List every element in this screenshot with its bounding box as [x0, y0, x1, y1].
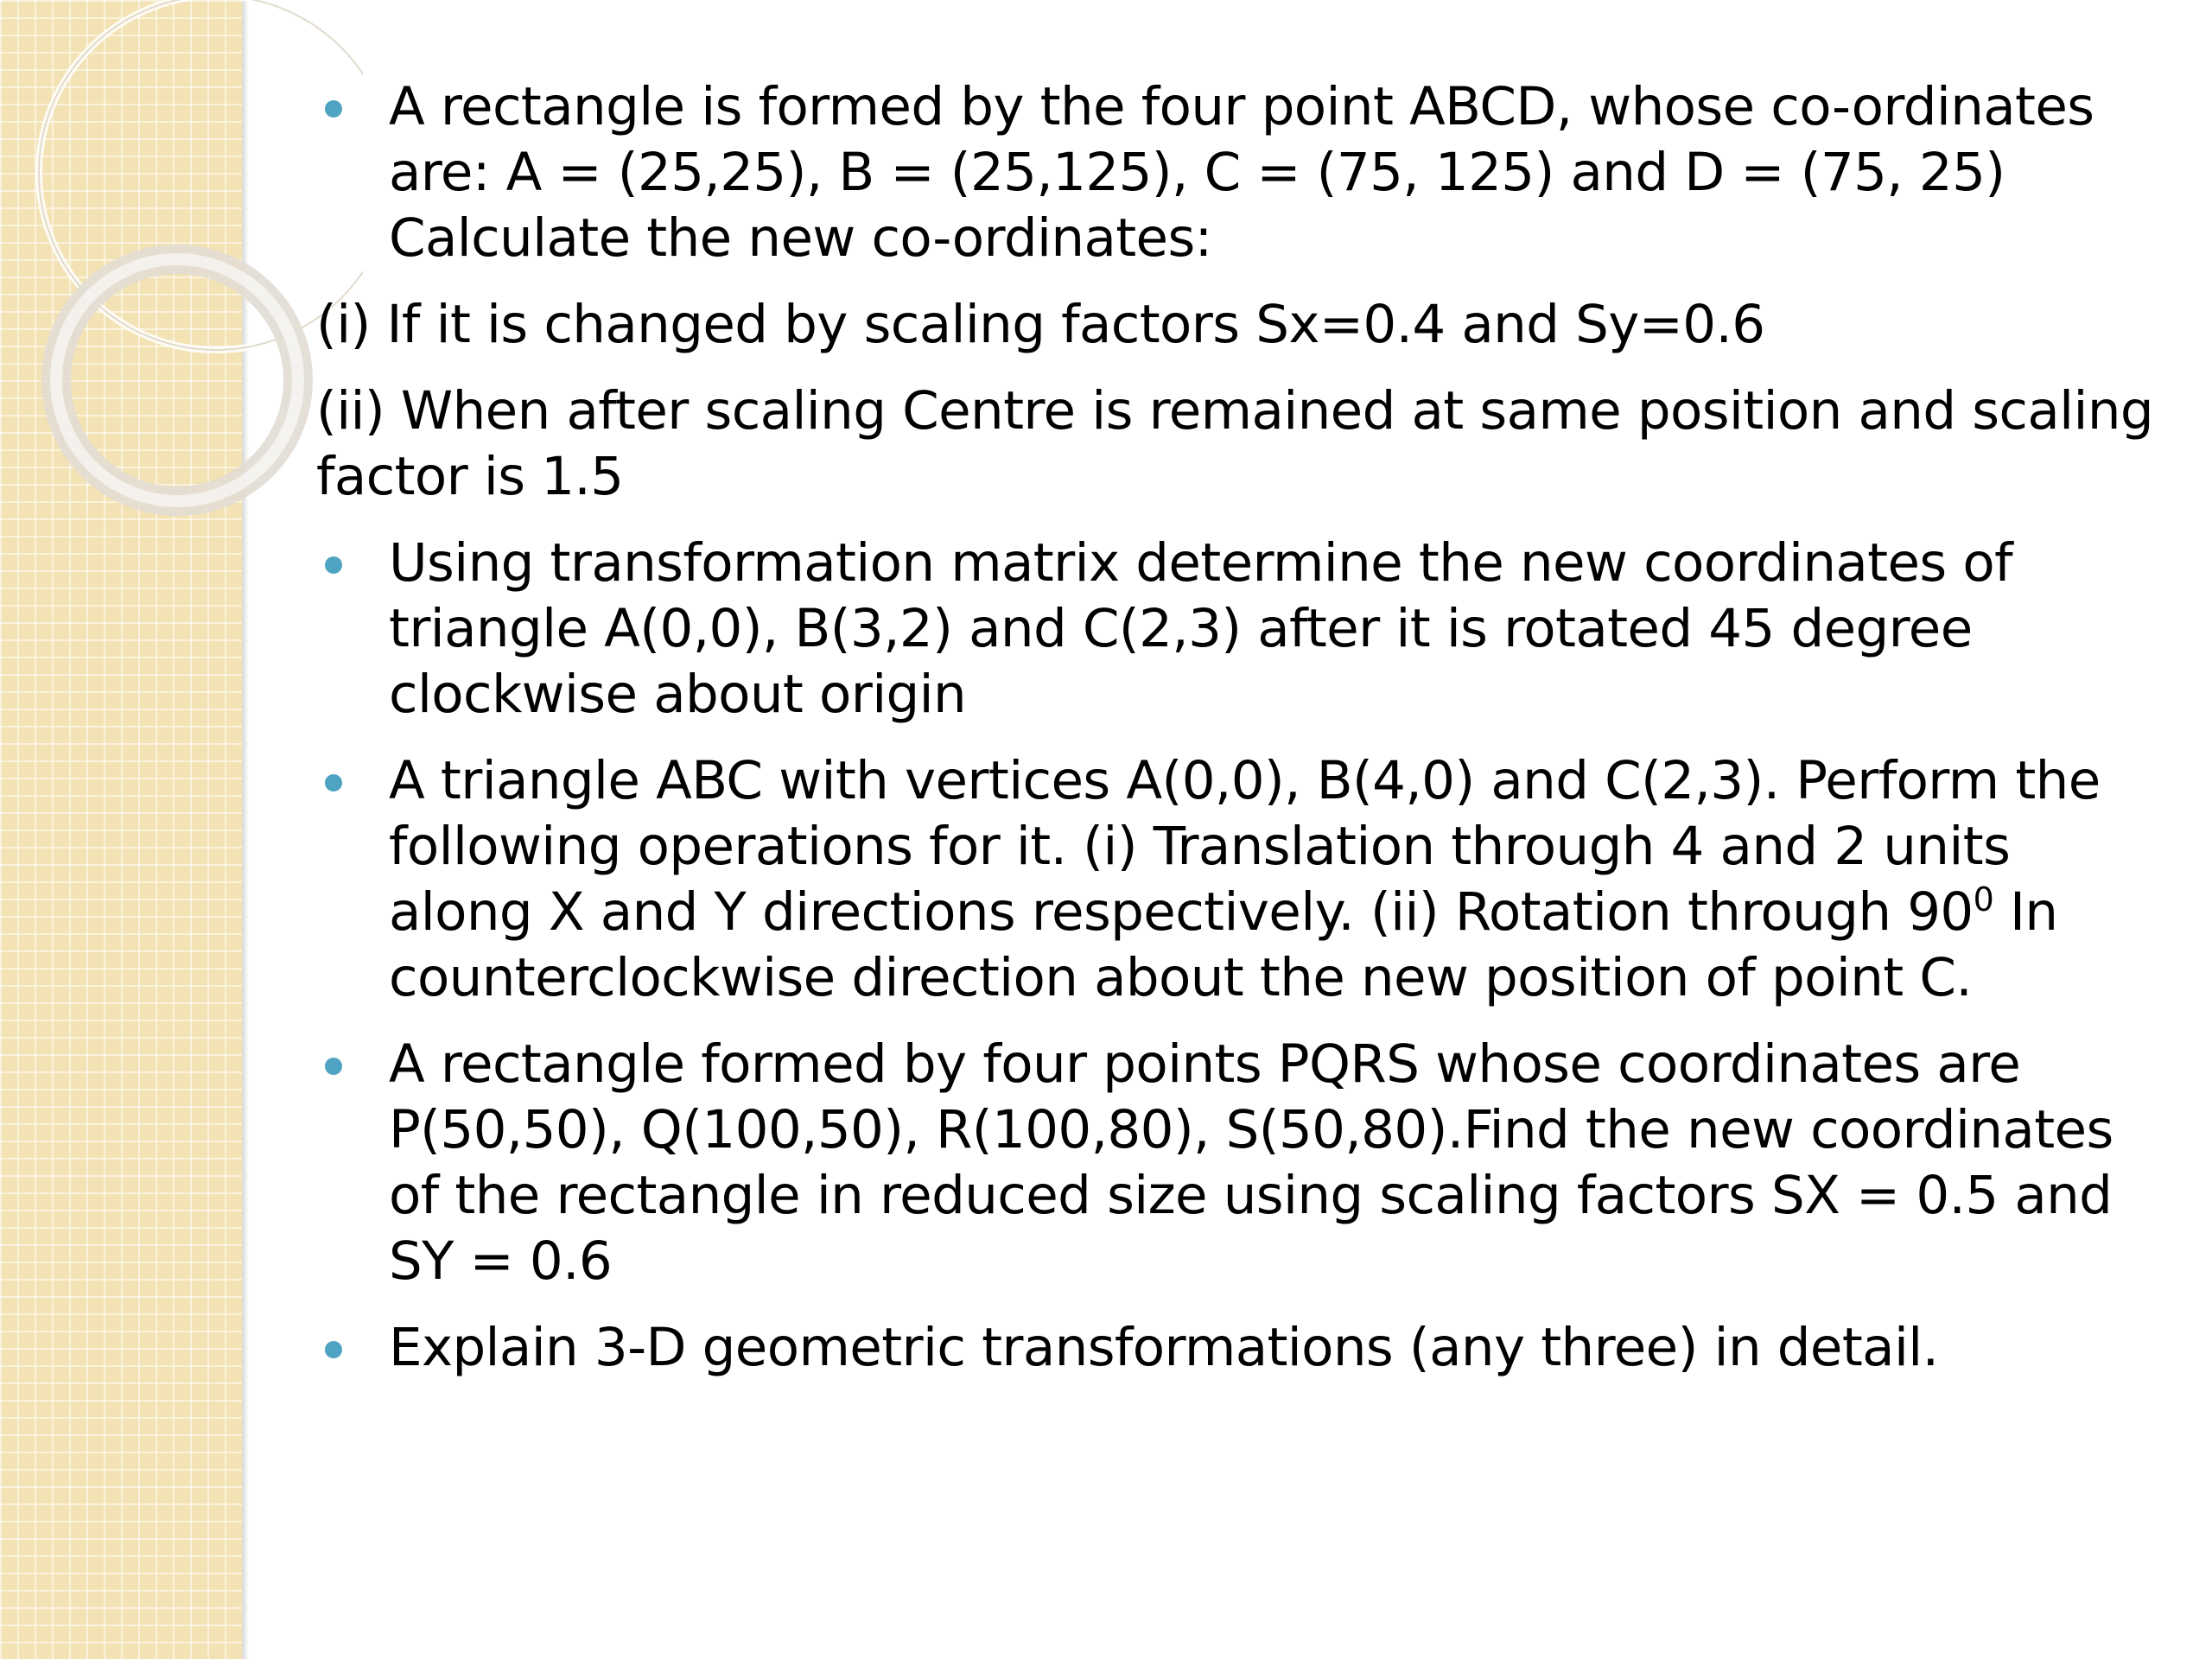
decorative-side-band — [0, 0, 242, 1659]
sub-item-text: (ii) When after scaling Centre is remained at same position and scaling factor is 1.5 — [316, 380, 2154, 507]
bullet-dot-icon — [325, 1341, 342, 1358]
bullet-dot-icon — [325, 774, 342, 791]
side-band-edge — [242, 0, 249, 1659]
bullet-text-after: In counterclockwise direction about the new position of point C. — [389, 881, 2058, 1008]
bullet-dot-icon — [325, 556, 342, 574]
slide-content — [316, 74, 2157, 1402]
bullet-item-rotation-triangle — [316, 531, 2157, 728]
bullet-item-triangle-operations — [316, 748, 2157, 1011]
bullet-item-rectangle-abcd — [316, 74, 2157, 271]
bullet-text: Using transformation matrix determine the new coordinates of triangle A(0,0), B(3,2) and C(2,3) after it is rotated 45 degree clockwise about origin — [389, 532, 2012, 725]
bullet-dot-icon — [325, 1058, 342, 1075]
sub-item-centre-scaling — [316, 378, 2157, 510]
degree-superscript: 0 — [1973, 880, 1994, 918]
bullet-text: Explain 3-D geometric transformations (any three) in detail. — [389, 1317, 1939, 1378]
sub-item-scaling-factors — [316, 292, 2157, 358]
sub-item-text: (i) If it is changed by scaling factors Sx=0.4 and Sy=0.6 — [316, 294, 1765, 355]
bullet-text-before: A triangle ABC with vertices A(0,0), B(4,0) and C(2,3). Perform the following operations for it. (i) Translation through 4 and 2 units along X and Y directions respectively. (ii) Rotation through 90 — [389, 750, 2101, 943]
bullet-dot-icon — [325, 100, 342, 118]
bullet-item-rectangle-pqrs — [316, 1032, 2157, 1294]
bullet-text: A rectangle formed by four points PQRS whose coordinates are P(50,50), Q(100,50), R(100,80), S(50,80).Find the new coordinates of the rectangle in reduced size using scaling factors SX = 0.5 and SY = 0.6 — [389, 1033, 2113, 1292]
bullet-text: A rectangle is formed by the four point ABCD, whose co-ordinates are: A = (25,25), B = (25,125), C = (75, 125) and D = (75, 25) Calculate the new co-ordinates: — [389, 76, 2094, 269]
bullet-item-3d-transformations — [316, 1315, 2157, 1381]
